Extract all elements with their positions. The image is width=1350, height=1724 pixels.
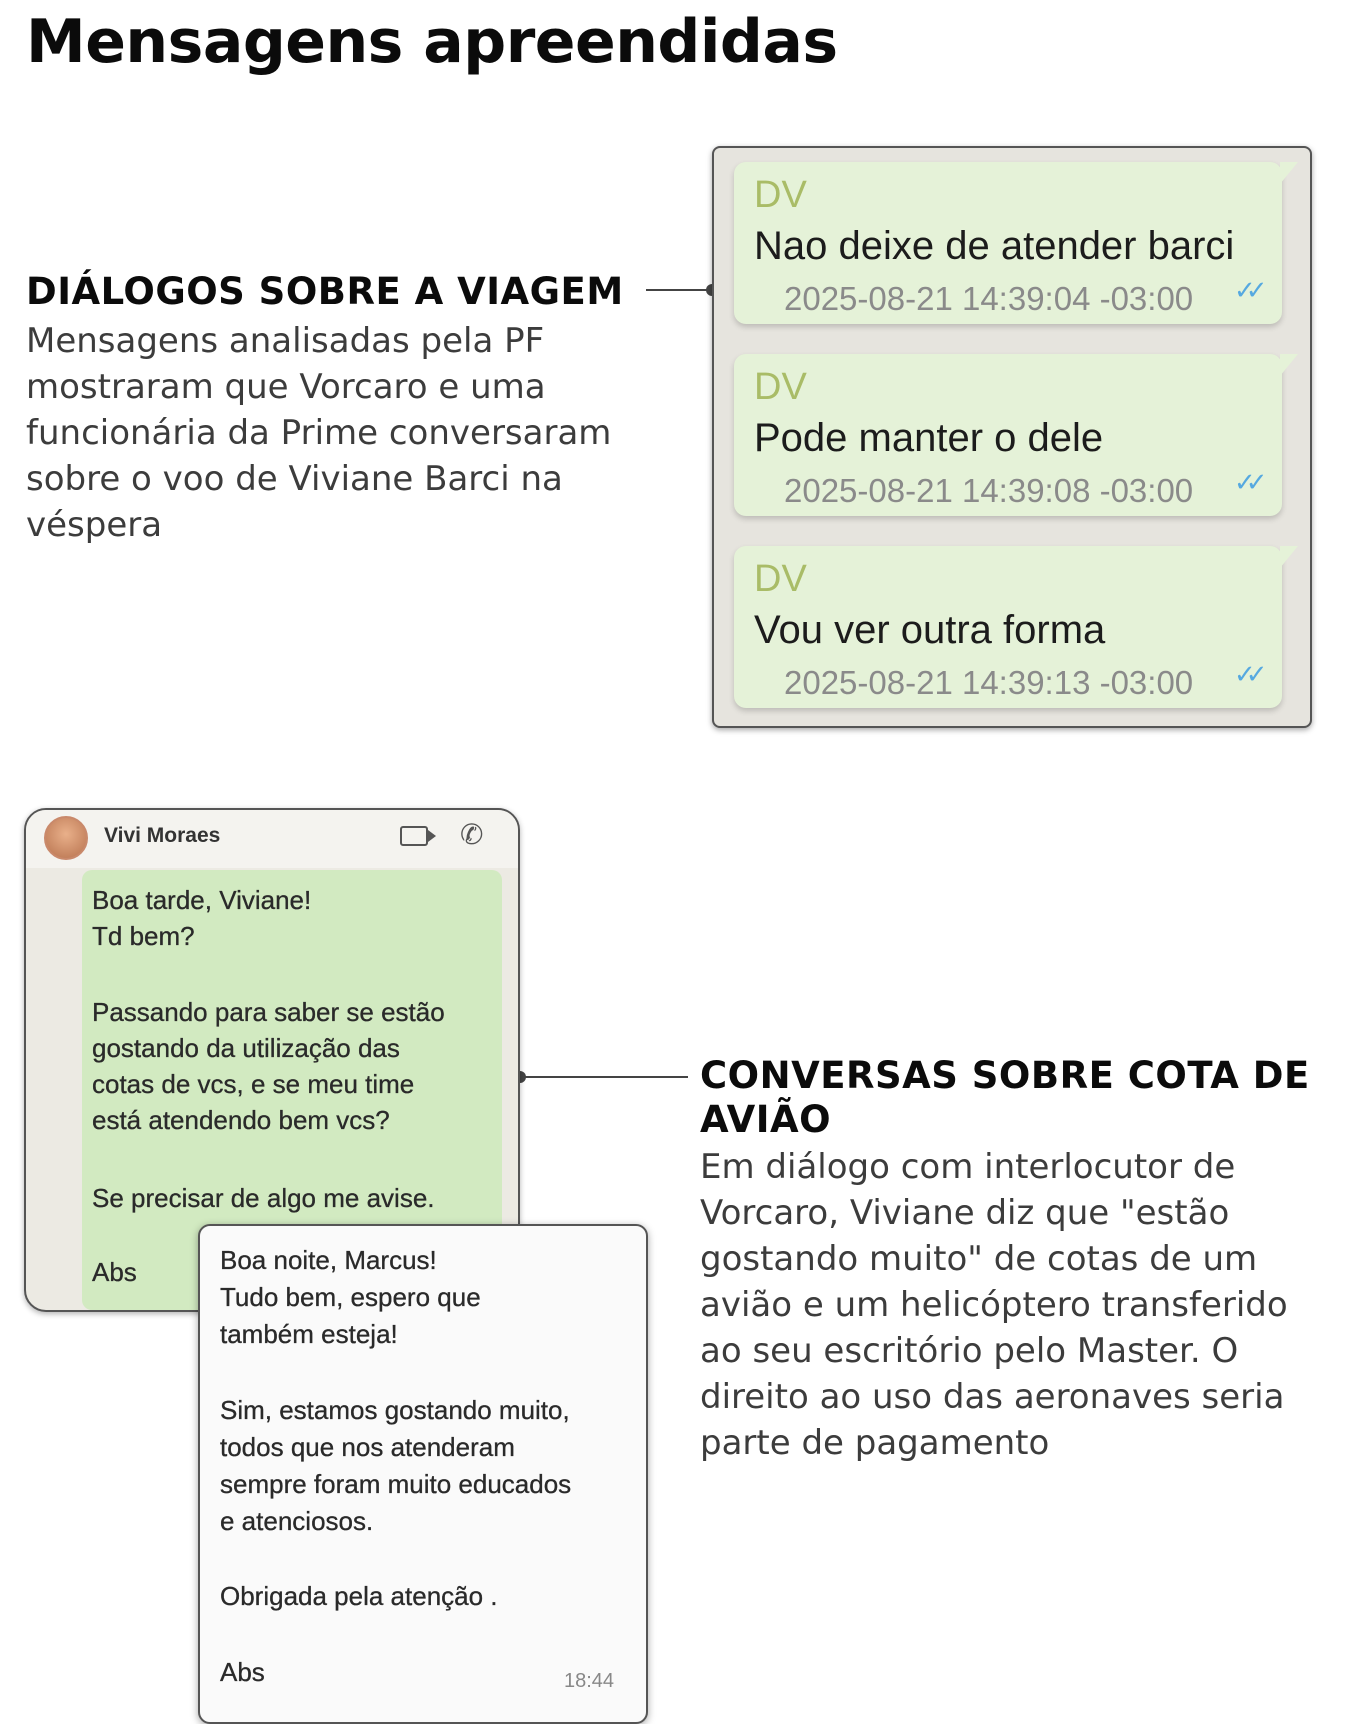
chat-bubble	[734, 354, 1282, 516]
message-line: sempre foram muito educados	[220, 1469, 572, 1499]
section-body-cota: Em diálogo com interlocutor de Vorcaro, Viviane diz que "estão gostando muito" de cotas de um avião e um helicóptero transferido ao seu escritório pelo Master. O direito ao uso das aeronaves seria parte de pagamento	[700, 1147, 1288, 1463]
read-receipt-icon: ✓✓	[1234, 468, 1258, 498]
message-text: Nao deixe de atender barci	[754, 224, 1235, 268]
message-line: está atendendo bem vcs?	[92, 1105, 390, 1135]
message-timestamp: 2025-08-21 14:39:08 -03:00	[784, 472, 1194, 509]
contact-name: Vivi Moraes	[104, 824, 221, 847]
chat-header	[26, 810, 518, 868]
message-sender: DV	[754, 366, 807, 408]
message-line: Abs	[92, 1257, 137, 1287]
read-receipt-icon: ✓✓	[1234, 276, 1258, 306]
message-text: Vou ver outra forma	[754, 608, 1106, 652]
message-line: Se precisar de algo me avise.	[92, 1183, 435, 1213]
message-line: Sim, estamos gostando muito,	[220, 1395, 570, 1425]
message-line: Tudo bem, espero que	[220, 1282, 481, 1312]
message-line: todos que nos atenderam	[220, 1432, 515, 1462]
message-sender: DV	[754, 558, 807, 600]
message-line: Obrigada pela atenção .	[220, 1581, 498, 1611]
phone-icon: ✆	[460, 818, 484, 851]
chat-bubble	[734, 162, 1282, 324]
chat-bubble	[734, 546, 1282, 708]
message-text: Pode manter o dele	[754, 416, 1104, 460]
message-line: gostando da utilização das	[92, 1033, 400, 1063]
message-line: cotas de vcs, e se meu time	[92, 1069, 415, 1099]
message-screenshot-reply	[198, 1224, 648, 1724]
avatar	[44, 816, 88, 860]
message-timestamp: 18:44	[564, 1670, 615, 1692]
read-receipt-icon: ✓✓	[1234, 660, 1258, 690]
page-title: Mensagens apreendidas	[26, 7, 838, 77]
section-heading-viagem: DIÁLOGOS SOBRE A VIAGEM	[26, 270, 624, 313]
message-line: e atenciosos.	[220, 1506, 374, 1536]
message-line: Passando para saber se estão	[92, 997, 445, 1027]
message-line: Td bem?	[92, 921, 195, 951]
video-camera-icon	[400, 826, 428, 846]
message-line: Boa tarde, Viviane!	[92, 885, 312, 915]
message-line: também esteja!	[220, 1319, 398, 1349]
message-timestamp: 2025-08-21 14:39:13 -03:00	[784, 664, 1194, 701]
message-screenshot-dv	[712, 146, 1312, 728]
connector-line	[646, 289, 712, 291]
message-sender: DV	[754, 174, 807, 216]
section-heading-cota: CONVERSAS SOBRE COTA DE AVIÃO	[700, 1054, 1310, 1141]
message-line: Abs	[220, 1657, 265, 1687]
connector-line	[524, 1076, 688, 1078]
section-body-viagem: Mensagens analisadas pela PF mostraram que Vorcaro e uma funcionária da Prime conversaram sobre o voo de Viviane Barci na véspera	[26, 321, 612, 545]
message-line: Boa noite, Marcus!	[220, 1245, 437, 1275]
message-timestamp: 2025-08-21 14:39:04 -03:00	[784, 280, 1194, 317]
